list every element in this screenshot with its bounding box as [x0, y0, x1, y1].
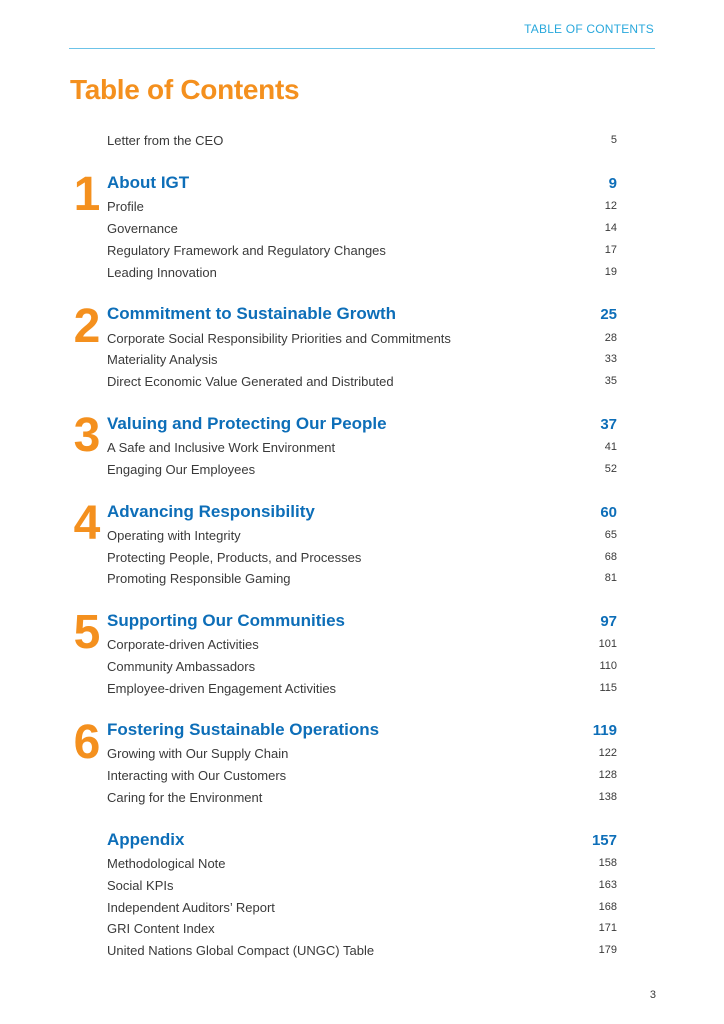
section-number: 6 [73, 716, 101, 769]
section-number: 5 [73, 606, 101, 659]
toc-entry[interactable] [107, 787, 617, 807]
toc-entry-page: 115 [599, 682, 617, 694]
toc-entry-label: Methodological Note [107, 855, 226, 871]
toc-entry[interactable] [107, 525, 617, 545]
toc-entry[interactable] [107, 240, 617, 260]
toc-entry[interactable] [107, 568, 617, 588]
toc-entry[interactable] [107, 656, 617, 676]
toc-entry-label: Independent Auditors’ Report [107, 899, 275, 915]
appendix-page: 157 [591, 831, 617, 849]
toc-entry-page: 171 [598, 922, 617, 934]
toc-entry-label: Community Ambassadors [107, 658, 256, 674]
toc-entry-page: 28 [604, 332, 617, 344]
toc-entry-label: Leading Innovation [107, 264, 217, 280]
section-page: 97 [600, 612, 617, 630]
toc-entry-label: Regulatory Framework and Regulatory Changes [107, 242, 386, 258]
toc-entry[interactable] [107, 459, 617, 479]
toc-entry-page: 5 [610, 134, 617, 146]
toc-entry-page: 168 [598, 901, 617, 913]
section-number: 4 [73, 497, 101, 550]
toc-entry[interactable] [107, 897, 617, 917]
toc-entry-label: Caring for the Environment [107, 789, 263, 805]
section-page: 9 [608, 174, 617, 192]
toc-entry-page: 68 [604, 551, 617, 563]
toc-entry-page: 179 [598, 944, 617, 956]
toc-entry-label: Governance [107, 220, 178, 236]
toc-entry-page: 17 [604, 244, 617, 256]
toc-entry-ceo-letter[interactable] [107, 130, 617, 150]
section-page: 25 [600, 305, 617, 323]
toc-section-heading[interactable] [107, 172, 617, 194]
toc-entry[interactable] [107, 262, 617, 282]
toc-entry[interactable] [107, 678, 617, 698]
toc-entry[interactable] [107, 547, 617, 567]
toc-entry-page: 163 [598, 879, 617, 891]
toc-entry-label: GRI Content Index [107, 920, 215, 936]
toc-appendix-heading[interactable] [107, 829, 617, 851]
toc-entry-page: 19 [604, 266, 617, 278]
toc-entry-label: Engaging Our Employees [107, 461, 256, 477]
toc-entry-label: United Nations Global Compact (UNGC) Table [107, 942, 375, 958]
toc-entry-label: Direct Economic Value Generated and Distributed [107, 373, 394, 389]
toc-entry[interactable] [107, 371, 617, 391]
toc-entry-page: 33 [604, 353, 617, 365]
toc-entry-label: Employee-driven Engagement Activities [107, 680, 337, 696]
toc-entry-label: Growing with Our Supply Chain [107, 745, 289, 761]
toc-entry-label: Promoting Responsible Gaming [107, 570, 291, 586]
toc-entry-page: 128 [598, 769, 617, 781]
toc-entry[interactable] [107, 940, 617, 960]
toc-entry-page: 122 [598, 747, 617, 759]
toc-entry-label: Protecting People, Products, and Processes [107, 549, 362, 565]
section-title: Valuing and Protecting Our People [107, 414, 387, 433]
toc-entry-label: Corporate Social Responsibility Priorities and Commitments [107, 330, 451, 346]
toc-entry-page: 138 [598, 791, 617, 803]
section-title: Fostering Sustainable Operations [107, 720, 380, 739]
section-title: Advancing Responsibility [107, 502, 315, 521]
section-title: Commitment to Sustainable Growth [107, 304, 397, 323]
section-page: 60 [600, 503, 617, 521]
toc-entry[interactable] [107, 328, 617, 348]
section-number: 1 [73, 168, 101, 221]
toc-entry-page: 65 [604, 529, 617, 541]
toc-entry[interactable] [107, 634, 617, 654]
section-page: 37 [600, 415, 617, 433]
toc-entry-page: 158 [598, 857, 617, 869]
toc-entry-label: Operating with Integrity [107, 527, 241, 543]
section-number: 2 [73, 300, 101, 353]
toc-entry[interactable] [107, 196, 617, 216]
section-title: Supporting Our Communities [107, 611, 345, 630]
toc-entry-label: Profile [107, 198, 144, 214]
toc-entry[interactable] [107, 349, 617, 369]
toc-entry-label: A Safe and Inclusive Work Environment [107, 439, 336, 455]
toc-entry-page: 12 [604, 200, 617, 212]
toc-entry-label: Corporate-driven Activities [107, 636, 259, 652]
toc-entry-label: Materiality Analysis [107, 351, 218, 367]
appendix-title: Appendix [107, 830, 185, 849]
toc-entry-page: 35 [604, 375, 617, 387]
toc-entry-label: Interacting with Our Customers [107, 767, 287, 783]
toc-entry-page: 52 [604, 463, 617, 475]
toc-entry[interactable] [107, 918, 617, 938]
toc-section-heading[interactable] [107, 501, 617, 523]
page-number: 3 [649, 989, 656, 1001]
toc-entry-label: Social KPIs [107, 877, 174, 893]
header-rule [69, 48, 655, 49]
toc-entry-page: 41 [604, 441, 617, 453]
section-page: 119 [592, 721, 617, 739]
page-title: Table of Contents [70, 74, 300, 105]
toc-section-heading[interactable] [107, 610, 617, 632]
toc-entry[interactable] [107, 765, 617, 785]
running-header: TABLE OF CONTENTS [524, 22, 654, 36]
toc-section-heading[interactable] [107, 719, 617, 741]
toc-entry-page: 101 [598, 638, 617, 650]
toc-entry[interactable] [107, 875, 617, 895]
toc-entry-page: 110 [599, 660, 617, 672]
toc-entry[interactable] [107, 437, 617, 457]
toc-entry-label: Letter from the CEO [107, 132, 224, 148]
toc-section-heading[interactable] [107, 303, 617, 325]
toc-entry[interactable] [107, 743, 617, 763]
toc-entry-page: 81 [604, 572, 617, 584]
toc-entry-page: 14 [604, 222, 617, 234]
toc-entry[interactable] [107, 218, 617, 238]
toc-entry[interactable] [107, 853, 617, 873]
toc-section-heading[interactable] [107, 413, 617, 435]
section-title: About IGT [107, 173, 190, 192]
section-number: 3 [73, 409, 101, 462]
